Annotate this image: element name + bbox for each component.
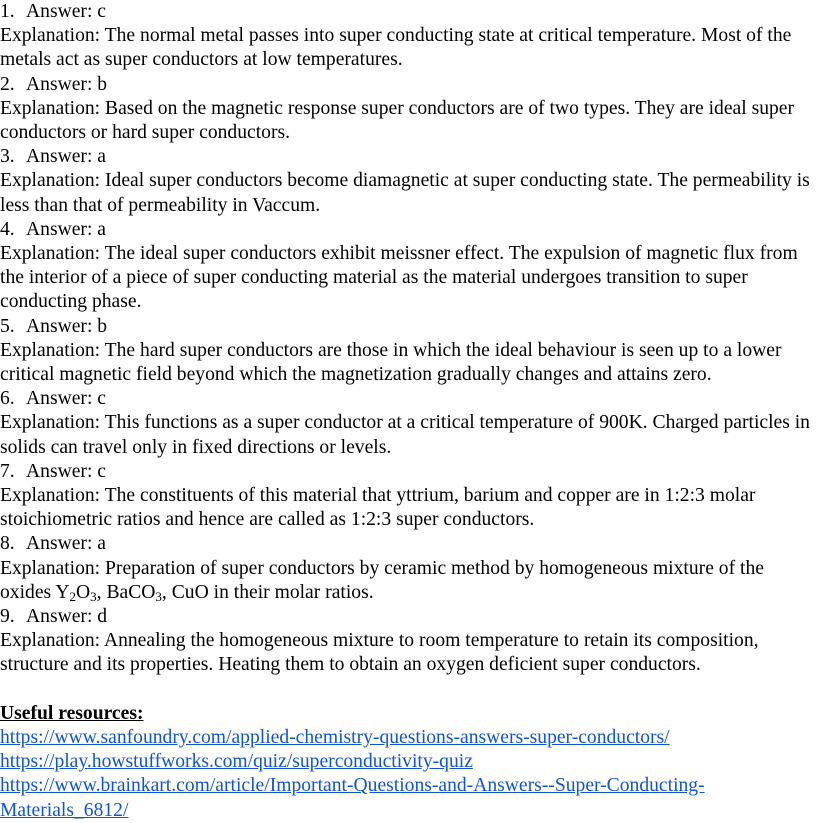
answer-text: Answer: a xyxy=(26,533,106,555)
explanation-text: Explanation: The normal metal passes into super conducting state at critical temperature. Most of the metals act as super conductors at low temperatures. xyxy=(0,25,792,71)
answer-text: Answer: a xyxy=(26,218,106,240)
item-number: 3. xyxy=(0,146,15,168)
answer-text: Answer: a xyxy=(26,146,106,168)
item-number: 8. xyxy=(0,533,15,555)
answer-item-8 xyxy=(0,532,816,605)
explanation-text: Explanation: Preparation of super conductors by ceramic method by homogeneous mixture of the oxides $Y_2O_3$, BaCO$_3$, CuO in their molar ratios. xyxy=(0,557,764,604)
explanation-text: Explanation: The ideal super conductors exhibit meissner effect. The expulsion of magnetic flux from the interior of a piece of super conducting material as the material undergoes transition to super conducting phase. xyxy=(0,243,798,313)
item-number: 2. xyxy=(0,73,15,95)
item-number: 9. xyxy=(0,606,15,628)
answer-text: Answer: c xyxy=(26,460,106,482)
explanation-text: Explanation: Based on the magnetic response super conductors are of two types. They are ideal super conductors or hard super conductors. xyxy=(0,97,795,144)
answer-text: Answer: c xyxy=(26,1,106,22)
explanation-text: Explanation: Ideal super conductors become diamagnetic at super conducting state. The permeability is less than that of permeability in Vaccum. xyxy=(0,170,810,216)
item-number: 5. xyxy=(0,315,15,337)
answer-item-4 xyxy=(0,218,816,315)
answer-item-9 xyxy=(0,605,816,678)
answer-item-2 xyxy=(0,73,816,146)
useful-resources-section xyxy=(0,702,816,823)
answer-text: Answer: b xyxy=(26,73,108,95)
resource-link-sanfoundry[interactable]: https://www.sanfoundry.com/applied-chemistry-questions-answers-super-conductors/ xyxy=(0,726,670,748)
resource-link-howstuffworks[interactable]: https://play.howstuffworks.com/quiz/superconductivity-quiz xyxy=(0,751,473,773)
answer-item-6 xyxy=(0,387,816,460)
item-number: 6. xyxy=(0,388,15,410)
resources-heading: Useful resources: xyxy=(0,702,144,724)
section-spacer xyxy=(0,678,816,702)
explanation-text: Explanation: Annealing the homogeneous mixture to room temperature to retain its composition, structure and its properties. Heating them to obtain an oxygen deficient super conductors. xyxy=(0,630,759,676)
item-number: 7. xyxy=(0,460,15,482)
explanation-text: Explanation: The hard super conductors are those in which the ideal behaviour is seen up to a lower critical magnetic field beyond which the magnetization gradually changes and attains zero. xyxy=(0,339,782,386)
explanation-text: Explanation: The constituents of this material that yttrium, barium and copper are in 1:2:3 molar stoichiometric ratios and hence are called as 1:2:3 super conductors. xyxy=(0,485,756,531)
answer-text: Answer: d xyxy=(26,606,108,628)
answer-text: Answer: c xyxy=(26,388,106,410)
answer-item-3 xyxy=(0,145,816,218)
answer-item-5 xyxy=(0,315,816,388)
explanation-text: Explanation: This functions as a super conductor at a critical temperature of 900K. Charged particles in solids can travel only in fixed directions or levels. xyxy=(0,412,810,458)
item-number: 1. xyxy=(0,1,15,22)
answer-text: Answer: b xyxy=(26,315,108,337)
answer-item-7 xyxy=(0,460,816,533)
answer-item-1 xyxy=(0,0,816,73)
resource-link-brainkart[interactable]: https://www.brainkart.com/article/Important-Questions-and-Answers--Super-Conducting-Materials_6812/ xyxy=(0,775,705,821)
item-number: 4. xyxy=(0,218,15,240)
